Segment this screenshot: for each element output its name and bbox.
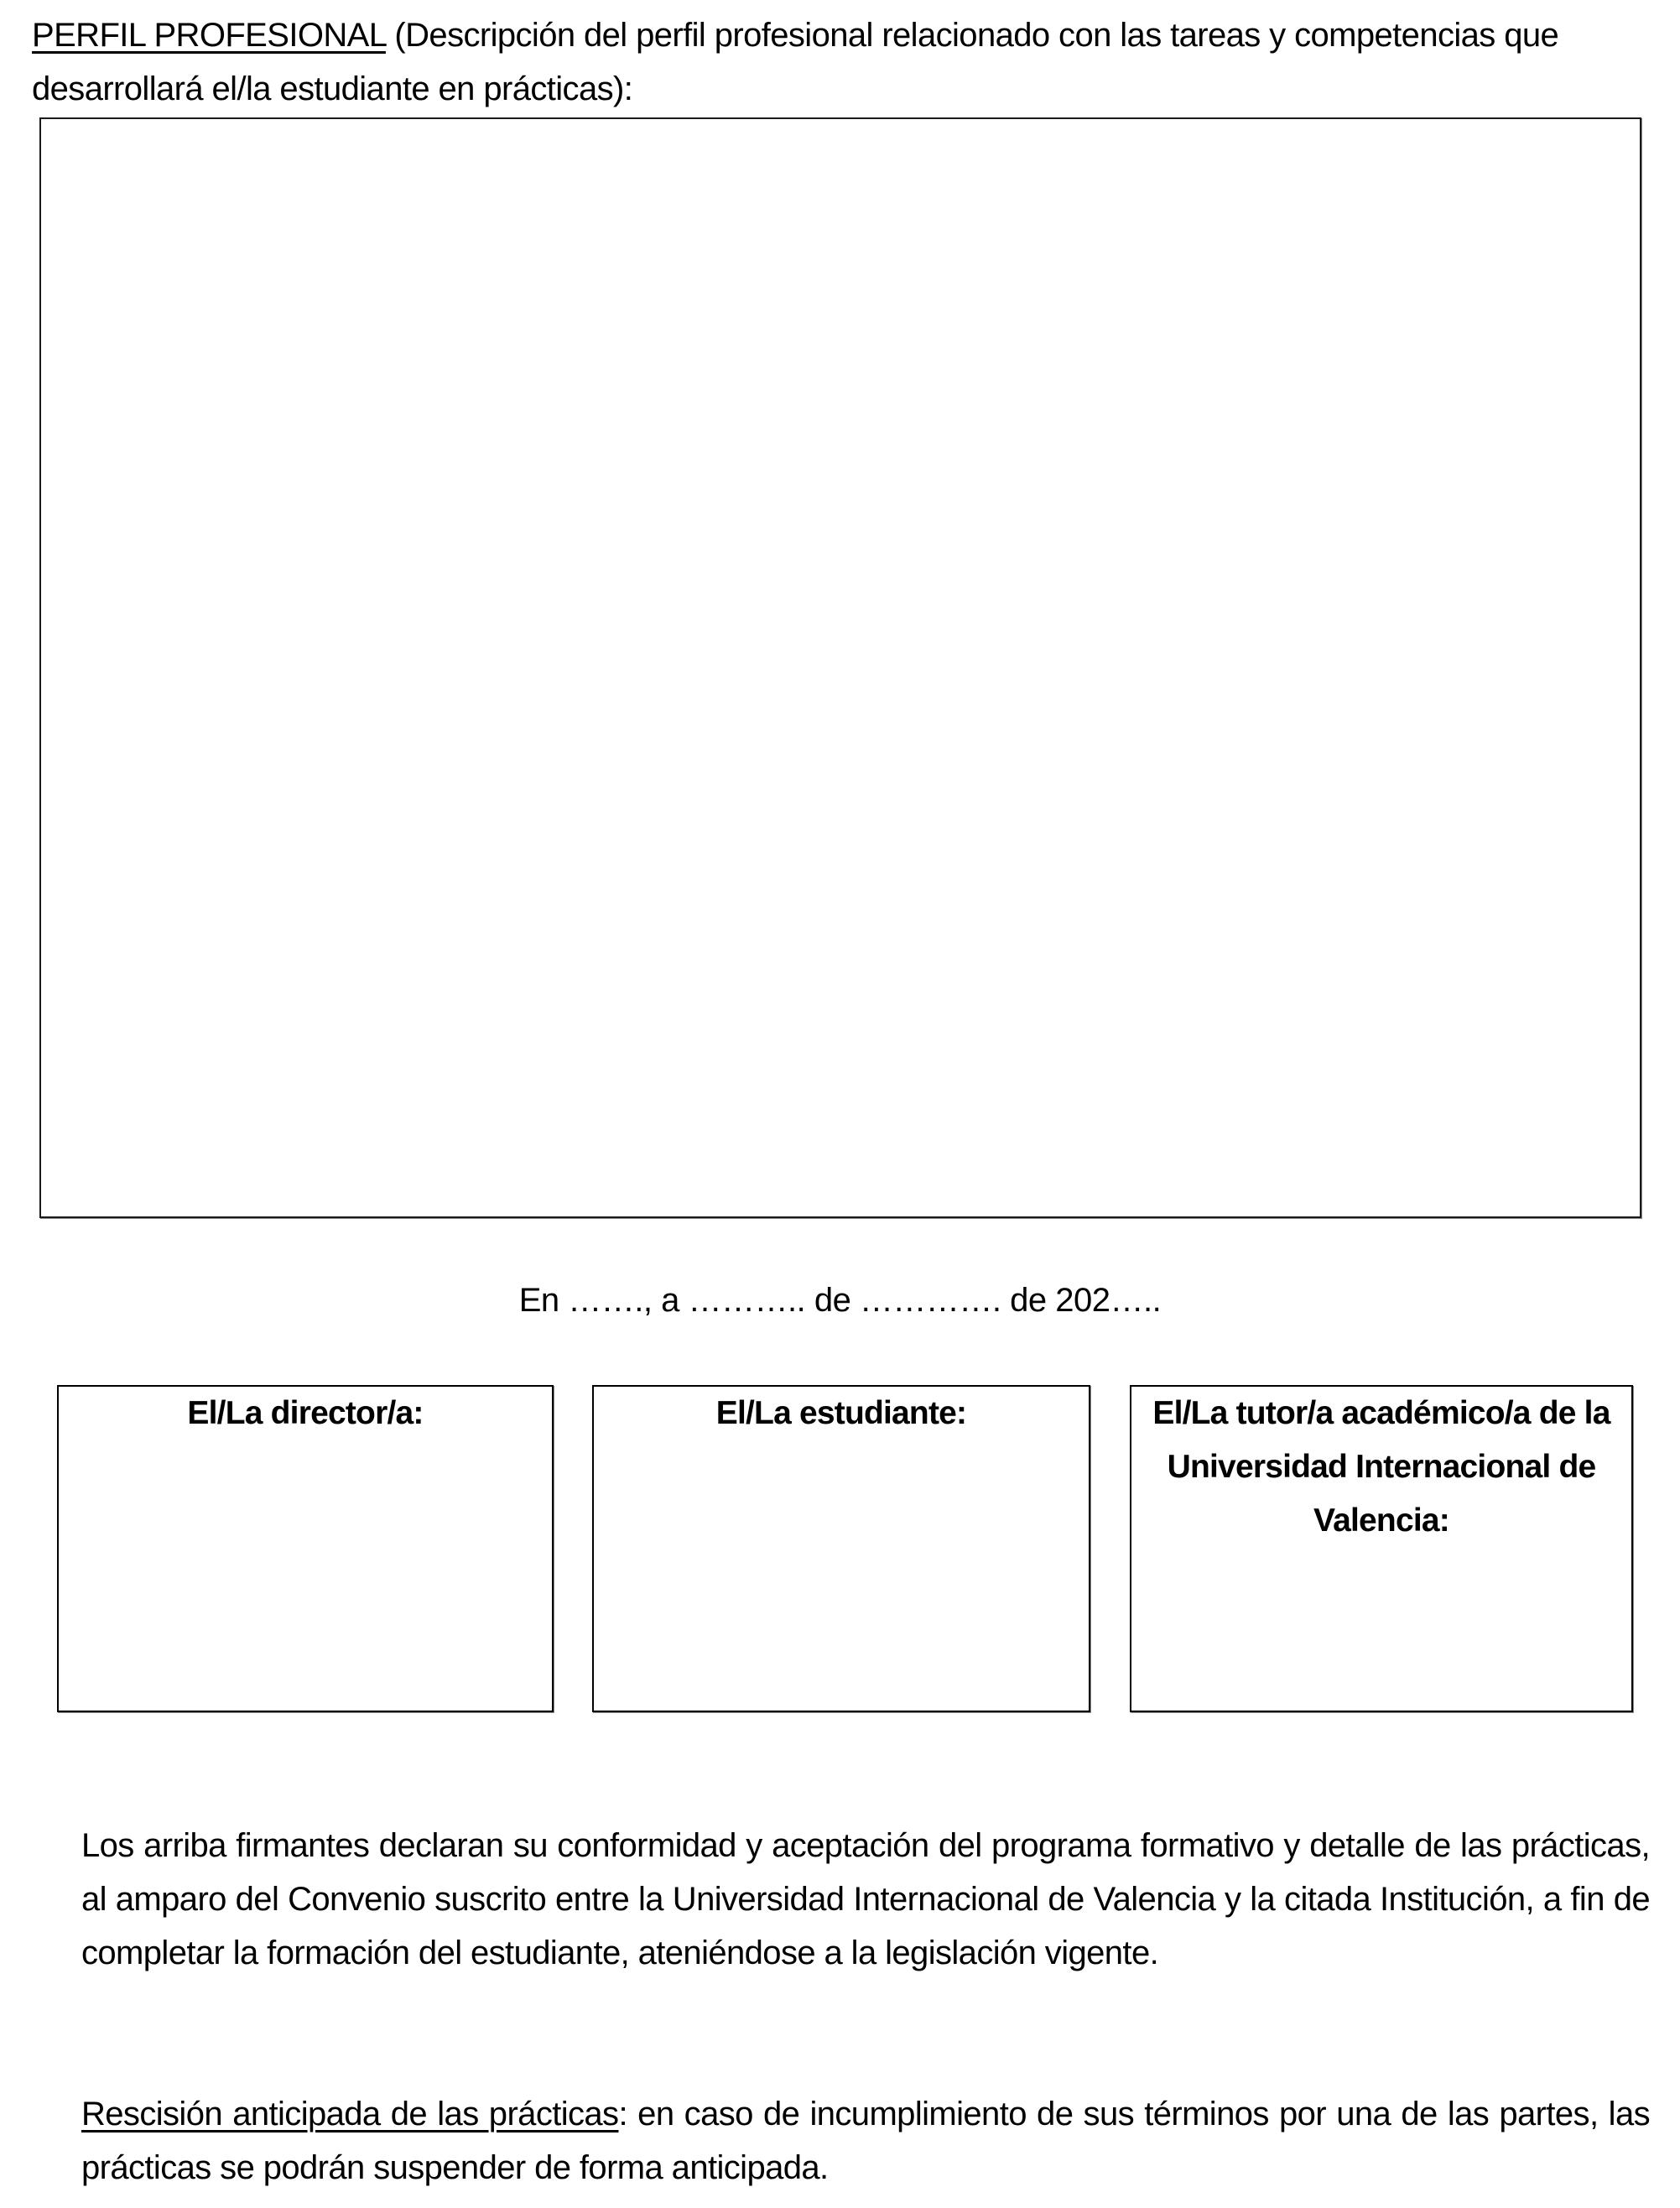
rescission-text: : en caso de incumplimiento de sus términos por una de las partes, las prácticas se podrán suspender de forma anticipada. — [81, 2096, 1650, 2186]
rescission-paragraph — [81, 2087, 1650, 2195]
professional-profile-textarea[interactable] — [39, 117, 1641, 1218]
profile-section-title: PERFIL PROFESIONAL — [32, 17, 386, 54]
signature-box-director[interactable] — [57, 1385, 554, 1712]
profile-section-description: (Descripción del perfil profesional relacionado con las tareas y competencias que desarrollará el/la estudiante en prácticas): — [32, 17, 1559, 107]
signature-box-academic-tutor[interactable] — [1130, 1385, 1633, 1712]
profile-section-heading — [32, 8, 1659, 116]
date-place-line: En ……., a ……….. de …………. de 202….. — [518, 1282, 1162, 1319]
rescission-title: Rescisión anticipada de las prácticas — [81, 2096, 619, 2132]
signature-title-student: El/La estudiante: — [715, 1395, 967, 1431]
signature-title-director: El/La director/a: — [187, 1395, 424, 1431]
signature-box-student[interactable] — [592, 1385, 1090, 1712]
declaration-paragraph: Los arriba firmantes declaran su conformidad y aceptación del programa formativo y detalle de las prácticas, al amparo del Convenio suscrito entre la Universidad Internacional de Valencia y la citada Institución, a fin de completar la formación del estudiante, ateniéndose a la legislación vigente. — [81, 1827, 1650, 1971]
signature-title-academic-tutor: El/La tutor/a académico/a de la Universidad Internacional de Valencia: — [1152, 1395, 1610, 1539]
